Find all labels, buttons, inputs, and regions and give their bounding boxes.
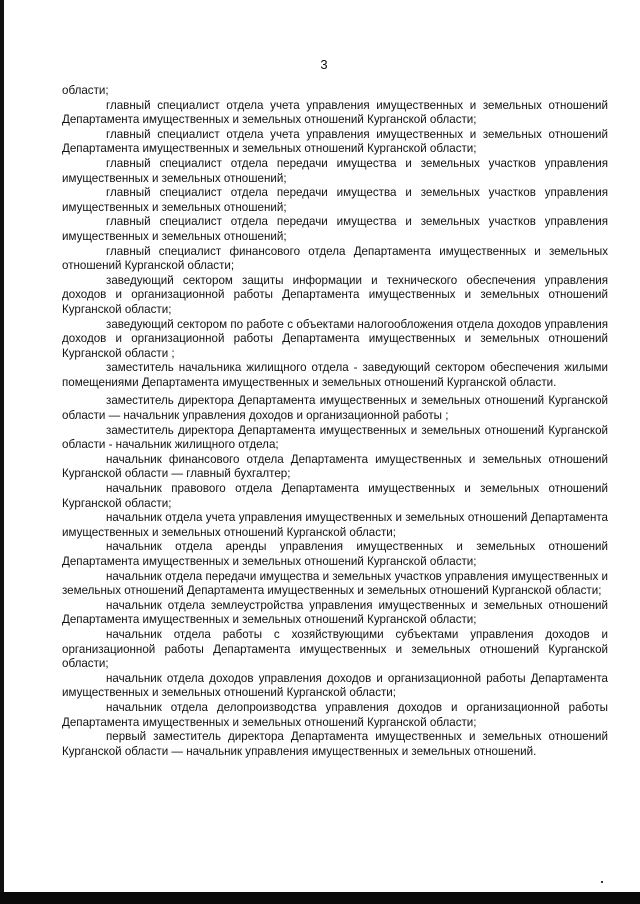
document-paragraph: начальник отдела работы с хозяйствующими субъектами управления доходов и организационной работы Департамента имущественных и земельных отношений Курганской области; [62,627,608,671]
scan-bottom-border [0,892,640,904]
document-paragraph: начальник отдела аренды управления имущественных и земельных отношений Департамента имущественных и земельных отношений Курганской области; [62,540,608,568]
document-paragraph: заместитель начальника жилищного отдела - заведующий сектором обеспечения жилыми помещениями Департамента имущественных и земельных отношений Курганской области. [62,361,608,389]
document-paragraph: главный специалист отдела учета управления имущественных и земельных отношений Департамента имущественных и земельных отношений Курганской области; [62,98,608,127]
document-paragraph: начальник отдела доходов управления доходов и организационной работы Департамента имущественных и земельных отношений Курганской области; [62,671,608,700]
document-paragraph: начальник отдела делопроизводства управления доходов и организационной работы Департамента имущественных и земельных отношений Курганской области; [62,700,608,729]
document-paragraph: начальник отдела землеустройства управления имущественных и земельных отношений Департамента имущественных и земельных отношений Курганской области; [62,598,608,627]
document-paragraph: главный специалист отдела передачи имущества и земельных участков управления имущественных и земельных отношений; [62,215,608,243]
document-paragraph: области; [62,84,109,97]
document-paragraph: главный специалист отдела передачи имущества и земельных участков управления имущественных и земельных отношений; [62,186,608,214]
document-paragraph: главный специалист финансового отдела Департамента имущественных и земельных отношений Курганской области; [62,244,608,273]
document-body [62,84,608,759]
document-paragraph: главный специалист отдела учета управления имущественных и земельных отношений Департамента имущественных и земельных отношений Курганской области; [62,127,608,156]
document-paragraph: начальник отдела передачи имущества и земельных участков управления имущественных и земельных отношений Департамента имущественных и земельных отношений Курганской области; [62,569,608,598]
page-number: 3 [320,57,328,72]
scan-speck [601,881,603,883]
document-paragraph: заведующий сектором защиты информации и технического обеспечения управления доходов и организационной работы Департамента имущественных и земельных отношений Курганской области; [62,273,608,316]
document-paragraph: заместитель директора Департамента имущественных и земельных отношений Курганской области — начальник управления доходов и организационной работы ; [62,394,608,423]
document-paragraph: начальник правового отдела Департамента имущественных и земельных отношений Курганской области; [62,482,608,510]
document-paragraph: заместитель директора Департамента имущественных и земельных отношений Курганской области - начальник жилищного отдела; [62,423,608,452]
document-paragraph: начальник отдела учета управления имущественных и земельных отношений Департамента имущественных и земельных отношений Курганской области; [62,511,608,539]
document-paragraph: заведующий сектором по работе с объектами налогообложения отдела доходов управления доходов и организационной работы Департамента имущественных и земельных отношений Курганской области ; [62,317,608,360]
document-paragraph: первый заместитель директора Департамента имущественных и земельных отношений Курганской области — начальник управления имущественных и земельных отношений. [62,730,608,758]
document-paragraph: начальник финансового отдела Департамента имущественных и земельных отношений Курганской области — главный бухгалтер; [62,452,608,481]
document-paragraph: главный специалист отдела передачи имущества и земельных участков управления имущественных и земельных отношений; [62,156,608,185]
